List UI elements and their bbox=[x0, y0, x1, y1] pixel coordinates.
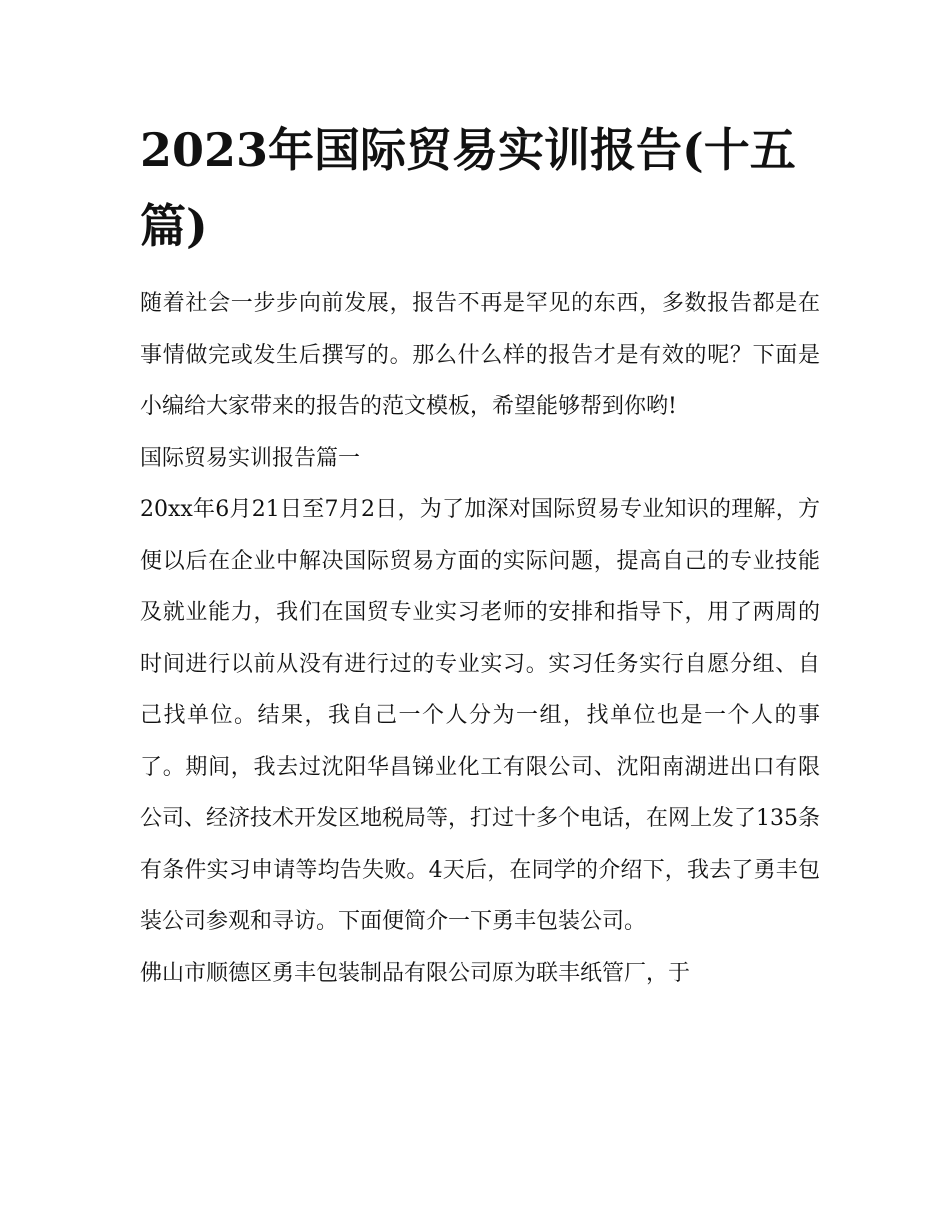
intro-paragraph: 随着社会一步步向前发展，报告不再是罕见的东西，多数报告都是在事情做完或发生后撰写的。那么什么样的报告才是有效的呢？下面是小编给大家带来的报告的范文模板，希望能够帮到你哟! bbox=[140, 291, 820, 419]
body-paragraph: 佛山市顺德区勇丰包装制品有限公司原为联丰纸管厂，于 bbox=[140, 960, 691, 986]
section-heading: 国际贸易实训报告篇一 bbox=[140, 445, 361, 471]
document-title: 2023年国际贸易实训报告(十五篇) bbox=[140, 123, 796, 253]
document-body bbox=[140, 278, 820, 999]
body-paragraph: 20xx年6月21日至7月2日，为了加深对国际贸易专业知识的理解，方便以后在企业中解决国际贸易方面的实际问题，提高自己的专业技能及就业能力，我们在国贸专业实习老师的安排和指导下，用了两周的时间进行以前从没有进行过的专业实习。实习任务实行自愿分组、自己找单位。结果，我自己一个人分为一组，找单位也是一个人的事了。期间，我去过沈阳华昌锑业化工有限公司、沈阳南湖进出口有限公司、经济技术开发区地税局等，打过十多个电话，在网上发了135条有条件实习申请等均告失败。4天后，在同学的介绍下，我去了勇丰包装公司参观和寻访。下面便简介一下勇丰包装公司。 bbox=[140, 497, 820, 934]
